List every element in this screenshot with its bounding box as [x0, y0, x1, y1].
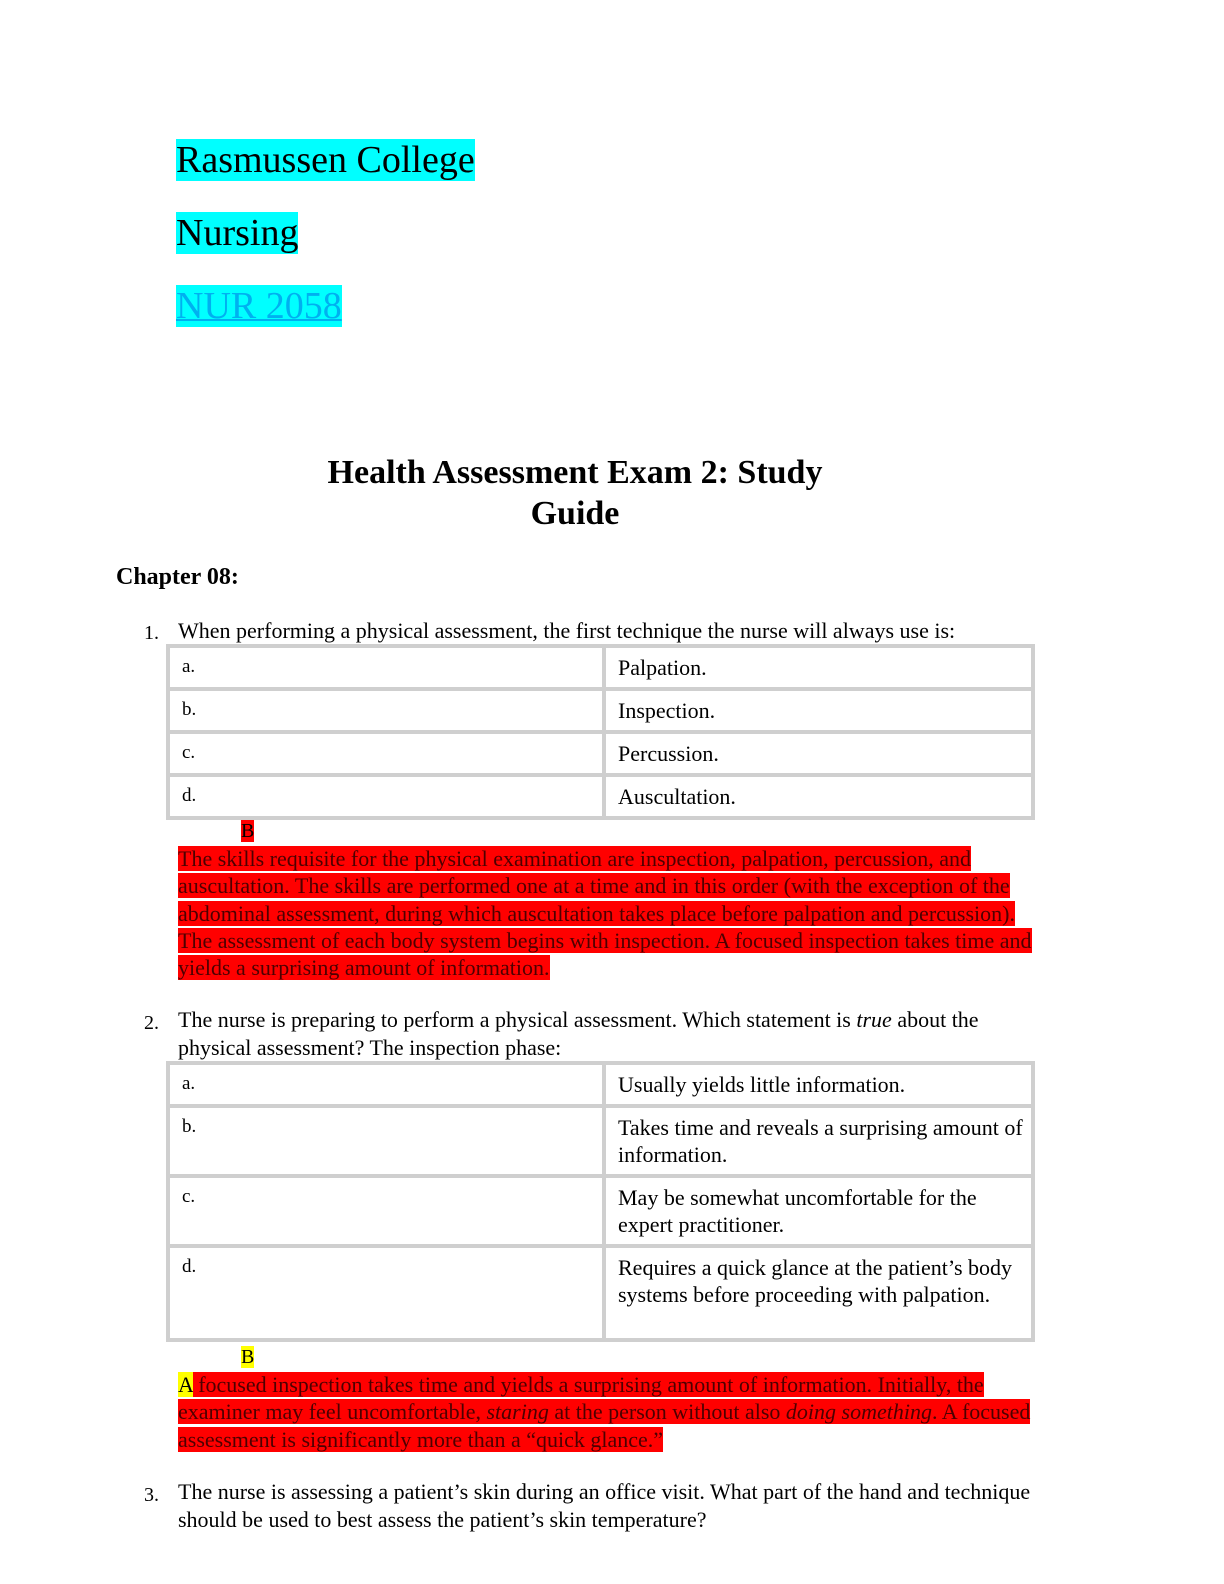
institution-name: Rasmussen College [176, 139, 475, 181]
option-text: Inspection. [604, 689, 1033, 732]
option-row [168, 1063, 1033, 1106]
option-row [168, 689, 1033, 732]
option-letter: a. [168, 646, 604, 689]
answer-rationale: A focused inspection takes time and yields a surprising amount of information. Initially, the examiner may feel uncomfortable, staring at the person without also doing something. A focused assessment is significantly more than a “quick glance.” [178, 1372, 1031, 1452]
option-text: Usually yields little information. [604, 1063, 1033, 1106]
option-letter: a. [168, 1063, 604, 1106]
question-number: 2. [144, 1012, 159, 1034]
question-text: The nurse is preparing to perform a physical assessment. Which statement is true about the physical assessment? The inspection phase: [178, 1007, 979, 1060]
option-text: Percussion. [604, 732, 1033, 775]
answer-key: B [241, 820, 255, 842]
option-letter: c. [168, 732, 604, 775]
option-letter: c. [168, 1176, 604, 1246]
option-letter: d. [168, 775, 604, 818]
option-text: Requires a quick glance at the patient’s body systems before proceeding with palpation. [604, 1246, 1033, 1340]
option-text: Takes time and reveals a surprising amount of information. [604, 1106, 1033, 1176]
option-text: Auscultation. [604, 775, 1033, 818]
option-row [168, 1246, 1033, 1340]
department-name: Nursing [176, 212, 299, 254]
option-letter: b. [168, 1106, 604, 1176]
question-number: 3. [144, 1484, 159, 1506]
option-text: Palpation. [604, 646, 1033, 689]
option-letter: b. [168, 689, 604, 732]
answer-key: B [241, 1346, 255, 1368]
option-row [168, 1176, 1033, 1246]
option-row [168, 646, 1033, 689]
question-text: When performing a physical assessment, the first technique the nurse will always use is: [178, 618, 956, 643]
option-text: May be somewhat uncomfortable for the expert practitioner. [604, 1176, 1033, 1246]
options-table [166, 1061, 1035, 1342]
document-title: Health Assessment Exam 2: Study Guide [327, 454, 823, 532]
option-letter: d. [168, 1246, 604, 1340]
answer-rationale: The skills requisite for the physical examination are inspection, palpation, percussion, and auscultation. The skills are performed one at a time and in this order (with the exception of the abdominal assessment, during which auscultation takes place before palpation and percussion). The assessment of each body system begins with inspection. A focused inspection takes time and yields a surprising amount of information. [178, 846, 1032, 981]
question-text: The nurse is assessing a patient’s skin during an office visit. What part of the hand and technique should be used to best assess the patient’s skin temperature? [178, 1479, 1031, 1532]
option-row [168, 1106, 1033, 1176]
options-table [166, 644, 1035, 820]
chapter-heading: Chapter 08: [116, 564, 239, 590]
option-row [168, 775, 1033, 818]
course-code-link[interactable]: NUR 2058 [176, 285, 342, 327]
option-row [168, 732, 1033, 775]
question-number: 1. [144, 622, 159, 644]
